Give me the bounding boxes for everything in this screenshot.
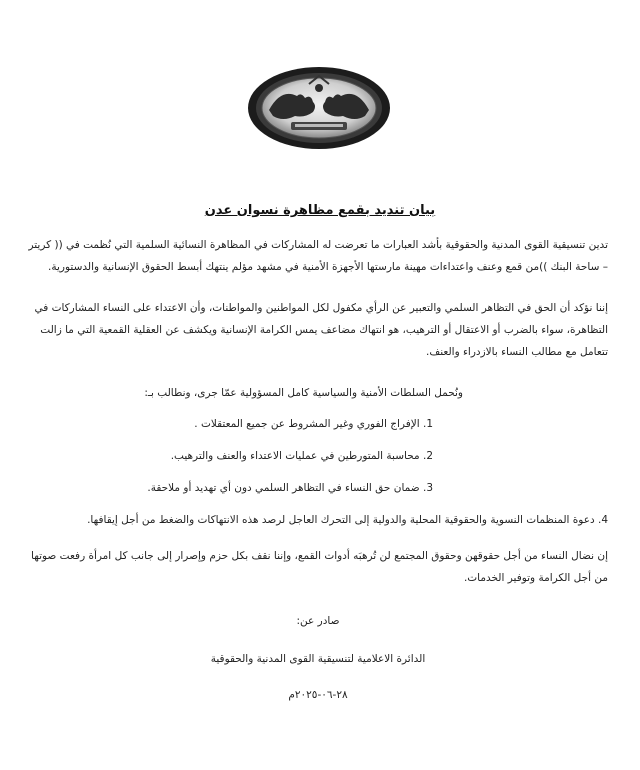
demand-item-2: 2. محاسبة المتورطين في عمليات الاعتداء والعنف والترهيب.: [170, 450, 433, 462]
emblem-logo: [247, 66, 391, 150]
demand-item-4: 4. دعوة المنظمات النسوية والحقوقية المحلية والدولية إلى التحرك العاجل لرصد هذه الانتهاكات والضغط من أجل إيقافها.: [87, 514, 608, 526]
issue-date: ٢٨-٠٦-٢٠٢٥م: [288, 689, 348, 701]
emphasis-paragraph: إننا نؤكد أن الحق في التظاهر السلمي والتعبير عن الرأي مكفول لكل المواطنين والمواطنات، وأن الاعتداء على النساء المشاركات في التظاهرة، سواء بالضرب أو الاعتقال أو الترهيب، هو انتهاك مضاعف يمس الكرامة الإنسانية ويكشف عن العقلية القمعية التي ما زالت تتعامل مع مطالب النساء بالازدراء والعنف.: [34, 302, 608, 358]
issuing-organization: الدائرة الاعلامية لتنسيقية القوى المدنية والحقوقية: [210, 653, 426, 665]
demand-item-1: 1. الإفراج الفوري وغير المشروط عن جميع المعتقلات .: [194, 418, 433, 430]
statement-title: بيان تنديد بقمع مظاهرة نسوان عدن: [204, 203, 436, 218]
closing-paragraph: إن نضال النساء من أجل حقوقهن وحقوق المجتمع لن تُرهبَه أدوات القمع، وإننا نقف بكل حزم وإصرار إلى جانب كل امرأة رفعت صوتها من أجل الكرامة وتوفير الخدمات.: [31, 550, 608, 584]
emblem-graphic: [247, 66, 391, 150]
intro-paragraph: تدين تنسيقية القوى المدنية والحقوقية بأشد العبارات ما تعرضت له المشاركات في المظاهرة النسائية السلمية التي نُظمت في (( كريتر – ساحة البنك ))من قمع وعنف واعتداءات مهينة مارستها الأجهزة الأمنية في مشهد مؤلم ينتهك أبسط الحقوق الإنسانية والدستورية.: [28, 239, 608, 273]
demand-item-3: 3. ضمان حق النساء في التظاهر السلمي دون أي تهديد أو ملاحقة.: [147, 482, 433, 494]
statement-body: [28, 234, 608, 706]
issued-by-label: صادر عن:: [296, 615, 340, 627]
demands-lead: ونُحمل السلطات الأمنية والسياسية كامل المسؤولية عمّا جرى، ونطالب بـ:: [144, 387, 463, 399]
